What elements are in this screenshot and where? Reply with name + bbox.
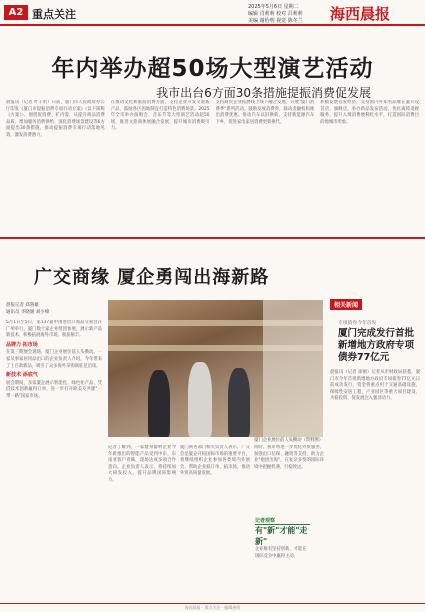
related-news-tag: 相关新闻 [330,299,362,310]
byline-reporter: 晨报记者 郑鲁雄 [6,303,39,308]
photo-person [148,370,170,437]
article2-byline [6,302,49,316]
sidebar-kicker: 专项债券今年首发 [338,321,377,326]
photo-caption: 厦门企业展位前人头攒动（资料图） [254,438,323,443]
article1-column: 支持商贸企业拓展线上线下融合发展，开展"厦门消费季"系列活动。鼓励发放消费券，联动金融机构推出消费优惠。推动汽车以旧换新，支持新能源汽车下乡，促进家电家居消费更新换代。 [215,100,315,125]
news-photo [108,300,323,437]
page-number-badge: A2 [4,5,28,20]
article2-subhead: 新技术 添底气 [6,372,38,379]
article1-column: 晨报讯（记者 叶子昕）日前，厦门市人民政府办公厅印发《厦门市提振消费专项行动方案》（以下简称《方案》），围绕促消费、扩内需，从提升商品消费品质、增加服务消费供给、深化消费场景建设等6方面提出30条措施，推动提振消费专项行动落地见效，激发消费潜力。 [6,100,105,138]
article2-lead: 5月1日至5日，第137届中国进出口商品交易会在广州举行。厦门数十家企业组团参展，展示新产品新技术，积极拓展海外市场，收获颇丰。 [6,320,102,339]
article1-body [6,100,419,236]
header-editors: 编辑 肖莉莉 校对 吕莉莉 [248,11,303,17]
reporter-observation-box [255,517,310,560]
section-title: 重点关注 [32,8,76,21]
photo-wall [263,300,323,437]
observation-label: 记者观察 [255,517,310,525]
section-divider [0,237,425,239]
article2-column: 记者了解到，一家健身器材企业今年新推出的智能产品受到中东、东南亚客户青睐，现场达成多项合作意向。企业负责人表示，将持续加大研发投入，提升品牌国际影响力。 [108,445,176,483]
article1-headline: 年内举办超50场大型演艺活动 [51,56,374,82]
article2-column: 厦门商务部门相关负责人表示，广交会是厦企开拓国际市场的重要平台，将继续组织企业参加各类境内外展会，帮助企业稳订单、拓市场，推动外贸高质量发展。 [180,445,250,477]
photo-person [188,362,212,437]
article1-column: 积极发展首发经济，支持国内外知名品牌在厦开设首店、旗舰店，举办新品发布活动。优化离境退税服务，提升入境消费便利化水平，打造国际消费目的地城市形象。 [320,100,419,125]
header-info [248,4,303,25]
article1-subhead: 我市出台6方面30条措施提振消费促发展 [156,86,371,100]
sidebar-body: 晨报讯（记者 徐丽）记者从市财政局获悉，厦门市今年首批新增地方政府专项债券77亿元日前成功发行，资金将重点用于交通基础设施、保障性安居工程、产业园区等重大项目建设，为稳投资、促发展注入强劲动力。 [330,370,420,402]
observation-title: 有"新"才能"走新" [255,526,308,546]
article1-column: 在推动文化和旅游消费方面，支持企业开发文旅新产品，鼓励各区因地制宜打造特色消费场景。2025年全市举办演唱会、音乐节等大型演艺活动超50场，推进文旅商体展融合发展，提升城市消费吸引力。 [110,100,210,132]
page-footer: 海西晨报 · 重点关注 · 编辑热线 [0,603,425,611]
article2-paragraph: 展会期间，多家厦企展示智能化、绿色化产品，凭借技术创新赢得订单，进一步打开欧美及共建"一带一路"国家市场。 [6,380,102,399]
article2-paragraph: 在第三期展会现场，厦门企业展位前人头攒动。一家从事家居用品出口的企业负责人介绍，今年带来了上百款新品，吸引了众多海外采购商驻足洽谈。 [6,350,102,369]
byline-correspondent: 通讯员 李晓媛 刘少峰 [6,310,50,315]
article2-left-column [6,320,102,605]
header-date: 2025年5月6日 星期二 [248,4,299,10]
header-design: 美编 谢怡明 视觉 陈冬兰 [248,18,303,24]
newspaper-logo: 海西晨报 [330,5,391,23]
article2-column: 同时，我市将进一步优化外贸服务，加强出口信保、融资等支持，助力企业"抱团出海"，在复杂多变的国际环境中把握机遇、行稳致远。 [254,445,324,470]
related-news-sidebar [330,292,420,605]
page-header [0,0,425,26]
photo-person [228,368,250,437]
article2-subhead: 品牌力 拓市场 [6,341,38,348]
observation-text: 企业唯有坚持创新，才能在国际竞争中赢得主动。 [255,547,307,559]
sidebar-title: 厦门完成发行首批新增地方政府专项债券77亿元 [338,328,415,363]
article2-title: 广交商缘 厦企勇闯出海新路 [34,267,270,288]
